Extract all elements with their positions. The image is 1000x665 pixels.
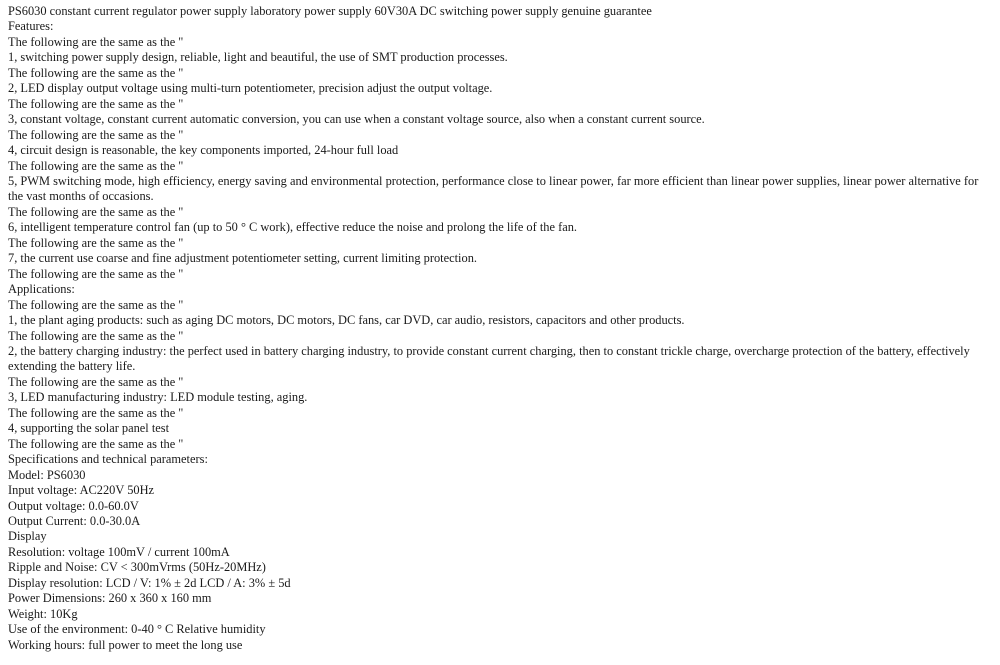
- feature-item: 7, the current use coarse and fine adjustment potentiometer setting, current limiting protection.: [8, 251, 477, 266]
- spec-item: Display resolution: LCD / V: 1% ± 2d LCD / A: 3% ± 5d: [8, 575, 291, 590]
- filler-line: The following are the same as the ": [8, 266, 184, 281]
- spec-item: Model: PS6030: [8, 467, 86, 482]
- filler-line: The following are the same as the ": [8, 297, 184, 312]
- features-heading: Features:: [8, 19, 54, 34]
- filler-line: The following are the same as the ": [8, 96, 184, 111]
- feature-item: 3, constant voltage, constant current automatic conversion, you can use when a constant voltage source, also when a constant current source.: [8, 112, 705, 127]
- spec-item: Output voltage: 0.0-60.0V: [8, 498, 139, 513]
- spec-item: Output Current: 0.0-30.0A: [8, 513, 141, 528]
- spec-item: Power Dimensions: 260 x 360 x 160 mm: [8, 591, 212, 606]
- page-title: PS6030 constant current regulator power supply laboratory power supply 60V30A DC switching power supply genuine guarantee: [8, 4, 652, 18]
- filler-line: The following are the same as the ": [8, 436, 184, 451]
- spec-item: Resolution: voltage 100mV / current 100mA: [8, 544, 230, 559]
- feature-item: 4, circuit design is reasonable, the key components imported, 24-hour full load: [8, 143, 399, 158]
- filler-line: The following are the same as the ": [8, 127, 184, 142]
- product-description: [8, 4, 992, 653]
- spec-item: Ripple and Noise: CV < 300mVrms (50Hz-20MHz): [8, 560, 266, 575]
- filler-line: The following are the same as the ": [8, 235, 184, 250]
- application-item: 3, LED manufacturing industry: LED module testing, aging.: [8, 390, 308, 405]
- application-item: 2, the battery charging industry: the perfect used in battery charging industry, to provide constant current charging, then to constant trickle charge, overcharge protection of the battery, effectively extending the battery life.: [8, 343, 970, 374]
- spec-item: Display: [8, 529, 47, 544]
- filler-line: The following are the same as the ": [8, 34, 184, 49]
- filler-line: The following are the same as the ": [8, 158, 184, 173]
- spec-item: Working hours: full power to meet the long use: [8, 637, 243, 652]
- filler-line: The following are the same as the ": [8, 374, 184, 389]
- filler-line: The following are the same as the ": [8, 405, 184, 420]
- applications-heading: Applications:: [8, 282, 75, 297]
- application-item: 1, the plant aging products: such as aging DC motors, DC motors, DC fans, car DVD, car audio, resistors, capacitors and other products.: [8, 313, 685, 328]
- filler-line: The following are the same as the ": [8, 204, 184, 219]
- filler-line: The following are the same as the ": [8, 65, 184, 80]
- filler-line: The following are the same as the ": [8, 328, 184, 343]
- spec-item: Weight: 10Kg: [8, 606, 78, 621]
- application-item: 4, supporting the solar panel test: [8, 421, 170, 436]
- feature-item: 6, intelligent temperature control fan (up to 50 ° C work), effective reduce the noise and prolong the life of the fan.: [8, 220, 577, 235]
- specs-heading: Specifications and technical parameters:: [8, 452, 208, 467]
- spec-item: Input voltage: AC220V 50Hz: [8, 483, 155, 498]
- feature-item: 1, switching power supply design, reliable, light and beautiful, the use of SMT production processes.: [8, 50, 508, 65]
- feature-item: 2, LED display output voltage using multi-turn potentiometer, precision adjust the output voltage.: [8, 81, 493, 96]
- spec-item: Use of the environment: 0-40 ° C Relative humidity: [8, 622, 266, 637]
- feature-item: 5, PWM switching mode, high efficiency, energy saving and environmental protection, performance close to linear power, far more efficient than linear power supplies, linear power alternative for the vast months of occasions.: [8, 173, 979, 204]
